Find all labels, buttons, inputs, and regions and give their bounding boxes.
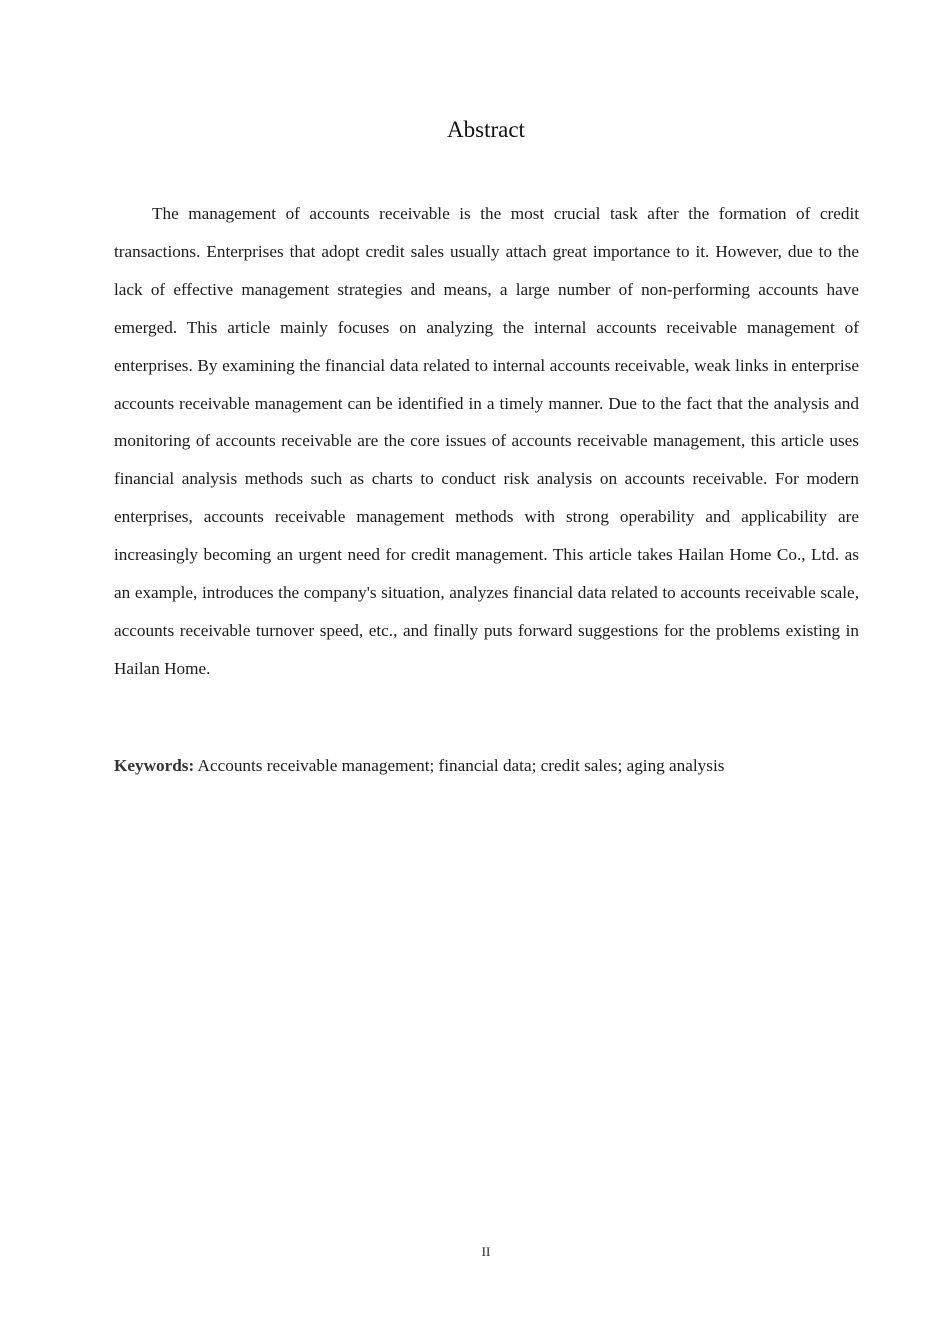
abstract-body: The management of accounts receivable is the most crucial task after the formation of credit transactions. Enterprises that adopt credit sales usually attach great importance to it. However, due to the lack of effective management strategies and means, a large number of non-performing accounts have emerged. This article mainly focuses on analyzing the internal accounts receivable management of enterprises. By examining the financial data related to internal accounts receivable, weak links in enterprise accounts receivable management can be identified in a timely manner. Due to the fact that the analysis and monitoring of accounts receivable are the core issues of accounts receivable management, this article uses financial analysis methods such as charts to conduct risk analysis on accounts receivable. For modern enterprises, accounts receivable management methods with strong operability and applicability are increasingly becoming an urgent need for credit management. This article takes Hailan Home Co., Ltd. as an example, introduces the company's situation, analyzes financial data related to accounts receivable scale, accounts receivable turnover speed, etc., and finally puts forward suggestions for the problems existing in Hailan Home. — [114, 204, 859, 678]
keywords-text: Accounts receivable management; financial data; credit sales; aging analysis — [194, 756, 725, 775]
keywords-label: Keywords: — [114, 756, 195, 775]
page-number: II — [481, 1244, 491, 1259]
keywords-line — [114, 751, 859, 781]
abstract-title: Abstract — [447, 117, 525, 142]
